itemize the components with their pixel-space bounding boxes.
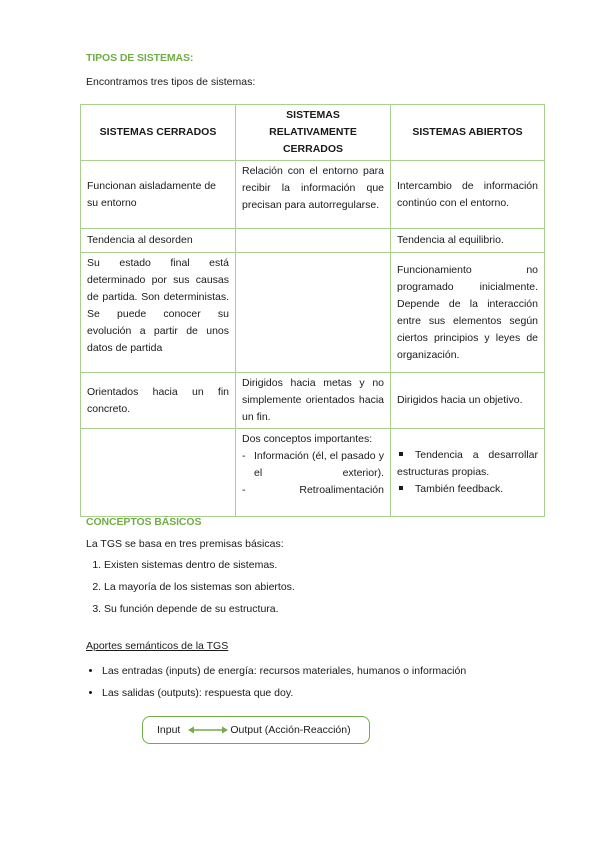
table-cell-concepts (236, 429, 391, 517)
bullet-text: También feedback. (415, 483, 504, 495)
bullet-text: Tendencia a desarrollar estructuras propias. (397, 449, 538, 478)
premises-intro: La TGS se basa en tres premisas básicas: (86, 538, 284, 550)
list-item: 2. La mayoría de los sistemas son abiertos. (104, 578, 295, 600)
table-row (81, 229, 545, 253)
table-cell-abiertos-extra (391, 429, 545, 517)
list-item: • Las entradas (inputs) de energía: recursos materiales, humanos o información (102, 662, 466, 684)
concept-text: Retroalimentación (299, 484, 384, 496)
list-item: 1. Existen sistemas dentro de sistemas. (104, 556, 295, 578)
table-header-row (81, 105, 545, 161)
table-cell: Intercambio de información continúo con el entorno. (391, 161, 545, 229)
table-cell: Funcionan aisladamente de su entorno (81, 161, 236, 229)
table-row (81, 253, 545, 373)
concept-item (242, 448, 384, 482)
table-row (81, 373, 545, 429)
section-title-tipos: TIPOS DE SISTEMAS: (86, 52, 194, 64)
table-cell (236, 253, 391, 373)
list-item: 3. Su función depende de su estructura. (104, 600, 295, 622)
table-cell: Tendencia al equilibrio. (391, 229, 545, 253)
square-bullet-icon (399, 452, 403, 456)
concept-item (242, 482, 384, 499)
header-abiertos: SISTEMAS ABIERTOS (391, 105, 545, 161)
table-cell (81, 429, 236, 517)
io-diagram (142, 716, 370, 744)
section-title-aportes: Aportes semánticos de la TGS (86, 640, 229, 652)
intro-text: Encontramos tres tipos de sistemas: (86, 76, 256, 88)
table-cell: Tendencia al desorden (81, 229, 236, 253)
square-bullet-item (397, 481, 538, 498)
aportes-list (86, 662, 466, 706)
table-cell: Orientados hacia un fin concreto. (81, 373, 236, 429)
premises-list (86, 556, 295, 622)
concepts-intro: Dos conceptos importantes: (242, 433, 373, 445)
dash-bullet: - (242, 484, 246, 496)
table-cell: Su estado final está determinado por sus causas de partida. Son deterministas. Se puede conocer su evolución a partir de unos datos de partida (81, 253, 236, 373)
input-label: Input (157, 724, 181, 736)
table-cell: Dirigidos hacia un objetivo. (391, 373, 545, 429)
output-label: Output (Acción-Reacción) (230, 724, 351, 736)
table-row (81, 161, 545, 229)
concept-text: Información (él, el pasado y el exterior). (254, 450, 384, 479)
table-cell: Relación con el entorno para recibir la información que precisan para autorregularse. (236, 161, 391, 229)
table-cell (236, 229, 391, 253)
header-cerrados: SISTEMAS CERRADOS (81, 105, 236, 161)
dash-bullet: - (242, 450, 246, 462)
square-bullet-icon (399, 486, 403, 490)
square-bullet-item (397, 447, 538, 481)
systems-table (80, 104, 545, 517)
table-cell: Funcionamiento no programado inicialmente. Depende de la interacción entre sus elementos según ciertos principios y leyes de organización. (391, 253, 545, 373)
section-title-conceptos: CONCEPTOS BÁSICOS (86, 516, 202, 528)
header-relativamente-cerrados: SISTEMAS RELATIVAMENTE CERRADOS (236, 105, 391, 161)
table-row (81, 429, 545, 517)
list-item: • Las salidas (outputs): respuesta que doy. (102, 684, 466, 706)
table-cell: Dirigidos hacia metas y no simplemente orientados hacia un fin. (236, 373, 391, 429)
double-arrow-icon (188, 725, 228, 735)
